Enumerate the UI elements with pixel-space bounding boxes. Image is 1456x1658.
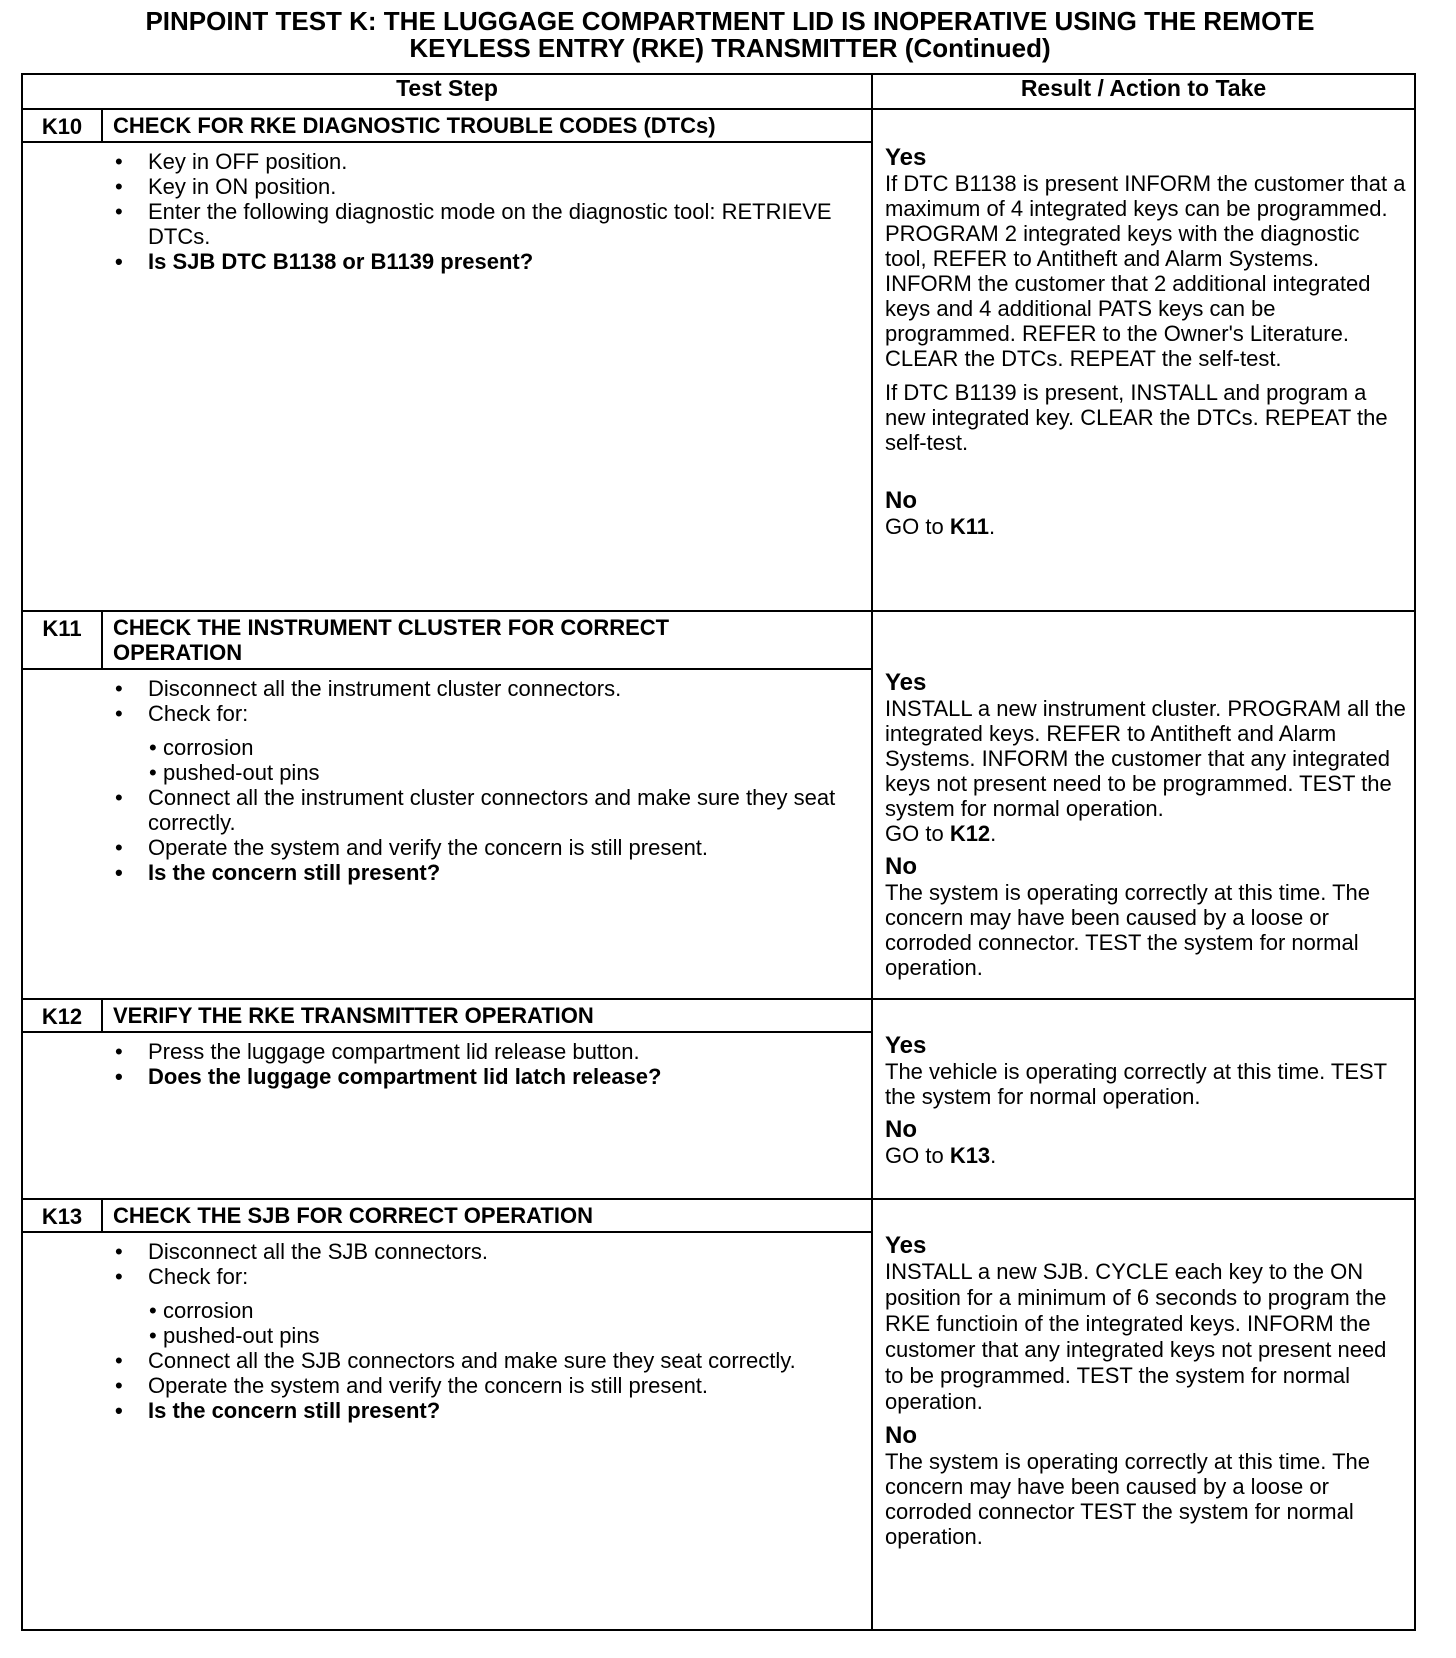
sub-list-item: • corrosion xyxy=(141,735,851,760)
sub-list xyxy=(148,1298,851,1348)
step-row-k11 xyxy=(22,611,1415,999)
step-cell-k11 xyxy=(22,611,872,999)
step-id: K13 xyxy=(23,1200,103,1231)
yes-label: Yes xyxy=(885,669,927,696)
step-cell-k12 xyxy=(22,999,872,1199)
yes-text: If DTC B1138 is present INFORM the customer that a maximum of 4 integrated keys can be programmed. PROGRAM 2 integrated keys with the diagnostic tool, REFER to Antitheft and Alarm Systems. INFORM the customer that 2 additional integrated keys and 4 additional PATS keys can be programmed. REFER to the Owner's Literature. CLEAR the DTCs. REPEAT the self-test. xyxy=(885,171,1406,371)
no-text: GO to K13. xyxy=(885,1143,997,1168)
sub-list-item: • pushed-out pins xyxy=(141,760,851,785)
no-label: No xyxy=(885,487,917,514)
table-header-row xyxy=(22,74,1415,109)
step-title: CHECK FOR RKE DIAGNOSTIC TROUBLE CODES (DTCs) xyxy=(113,113,716,138)
step-reference: K11 xyxy=(949,514,989,539)
step-question: • Is the concern still present? xyxy=(23,860,851,885)
title-line-1: PINPOINT TEST K: THE LUGGAGE COMPARTMENT LID IS INOPERATIVE USING THE REMOTE xyxy=(145,6,1315,36)
step-header xyxy=(23,1000,871,1033)
list-item: • Press the luggage compartment lid release button. xyxy=(23,1039,851,1064)
step-title: CHECK THE INSTRUMENT CLUSTER FOR CORRECT OPERATION xyxy=(113,615,670,665)
step-id: K10 xyxy=(23,110,103,141)
list-item: • Connect all the SJB connectors and make sure they seat correctly. xyxy=(23,1348,851,1373)
step-list xyxy=(23,670,871,885)
step-row-k12 xyxy=(22,999,1415,1199)
yes-goto: GO to K12. xyxy=(885,821,997,846)
page-title xyxy=(20,8,1440,62)
list-item: • Disconnect all the SJB connectors. xyxy=(23,1239,851,1264)
list-item: • Operate the system and verify the concern is still present. xyxy=(23,1373,851,1398)
step-title: VERIFY THE RKE TRANSMITTER OPERATION xyxy=(113,1003,594,1028)
yes-text: INSTALL a new instrument cluster. PROGRAM all the integrated keys. REFER to Antitheft and Alarm Systems. INFORM the customer that any integrated keys not present need to be programmed. TEST the system for normal operation. xyxy=(885,696,1406,821)
step-id: K12 xyxy=(23,1000,103,1031)
no-label: No xyxy=(885,1116,917,1143)
no-text: GO to K11. xyxy=(885,514,996,539)
pinpoint-test-table xyxy=(21,73,1416,1631)
list-item: • Key in ON position. xyxy=(23,174,851,199)
no-text: The system is operating correctly at this time. The concern may have been caused by a loose or corroded connector. TEST the system for normal operation. xyxy=(885,880,1370,980)
yes-text: The vehicle is operating correctly at this time. TEST the system for normal operation. xyxy=(885,1059,1387,1109)
sub-list xyxy=(148,735,851,785)
step-header xyxy=(23,110,871,143)
step-row-k10 xyxy=(22,109,1415,611)
step-header xyxy=(23,1200,871,1233)
list-item: • Key in OFF position. xyxy=(23,149,851,174)
yes-label: Yes xyxy=(885,144,927,171)
list-item: • Enter the following diagnostic mode on the diagnostic tool: RETRIEVE DTCs. xyxy=(23,199,851,249)
list-item: • Check for: • corrosion • pushed-out pins xyxy=(23,701,851,785)
result-cell-k13 xyxy=(872,1199,1415,1630)
list-item: • Operate the system and verify the concern is still present. xyxy=(23,835,851,860)
step-header xyxy=(23,612,871,670)
no-text: The system is operating correctly at this time. The concern may have been caused by a loose or corroded connector TEST the system for normal operation. xyxy=(885,1449,1370,1549)
step-cell-k13 xyxy=(22,1199,872,1630)
step-question: • Is the concern still present? xyxy=(23,1398,851,1423)
yes-label: Yes xyxy=(885,1032,927,1059)
yes-label: Yes xyxy=(885,1232,927,1259)
yes-text: INSTALL a new SJB. CYCLE each key to the ON position for a minimum of 6 seconds to program the RKE functioin of the integrated keys. INFORM the customer that any integrated keys not present need to be programmed. TEST the system for normal operation. xyxy=(885,1259,1387,1414)
list-item: • Connect all the instrument cluster connectors and make sure they seat correctly. xyxy=(23,785,851,835)
step-list xyxy=(23,143,871,274)
header-test-step: Test Step xyxy=(22,74,872,109)
step-list xyxy=(23,1033,871,1089)
step-list xyxy=(23,1233,871,1423)
no-label: No xyxy=(885,853,917,880)
list-item: • Check for: • corrosion • pushed-out pins xyxy=(23,1264,851,1348)
result-cell-k12 xyxy=(872,999,1415,1199)
step-question: • Is SJB DTC B1138 or B1139 present? xyxy=(23,249,851,274)
sub-list-item: • pushed-out pins xyxy=(141,1323,851,1348)
step-question: • Does the luggage compartment lid latch release? xyxy=(23,1064,851,1089)
yes-text-2: If DTC B1139 is present, INSTALL and program a new integrated key. CLEAR the DTCs. REPEAT the self-test. xyxy=(885,380,1388,455)
result-cell-k11 xyxy=(872,611,1415,999)
no-label: No xyxy=(885,1422,917,1449)
sub-list-item: • corrosion xyxy=(141,1298,851,1323)
header-result: Result / Action to Take xyxy=(872,74,1415,109)
result-cell-k10 xyxy=(872,109,1415,611)
step-id: K11 xyxy=(23,612,103,668)
step-reference: K13 xyxy=(949,1143,991,1168)
title-line-2: KEYLESS ENTRY (RKE) TRANSMITTER (Continued) xyxy=(409,33,1051,63)
step-cell-k10 xyxy=(22,109,872,611)
step-reference: K12 xyxy=(949,821,991,846)
step-title: CHECK THE SJB FOR CORRECT OPERATION xyxy=(113,1203,593,1228)
step-row-k13 xyxy=(22,1199,1415,1630)
list-item: • Disconnect all the instrument cluster connectors. xyxy=(23,676,851,701)
